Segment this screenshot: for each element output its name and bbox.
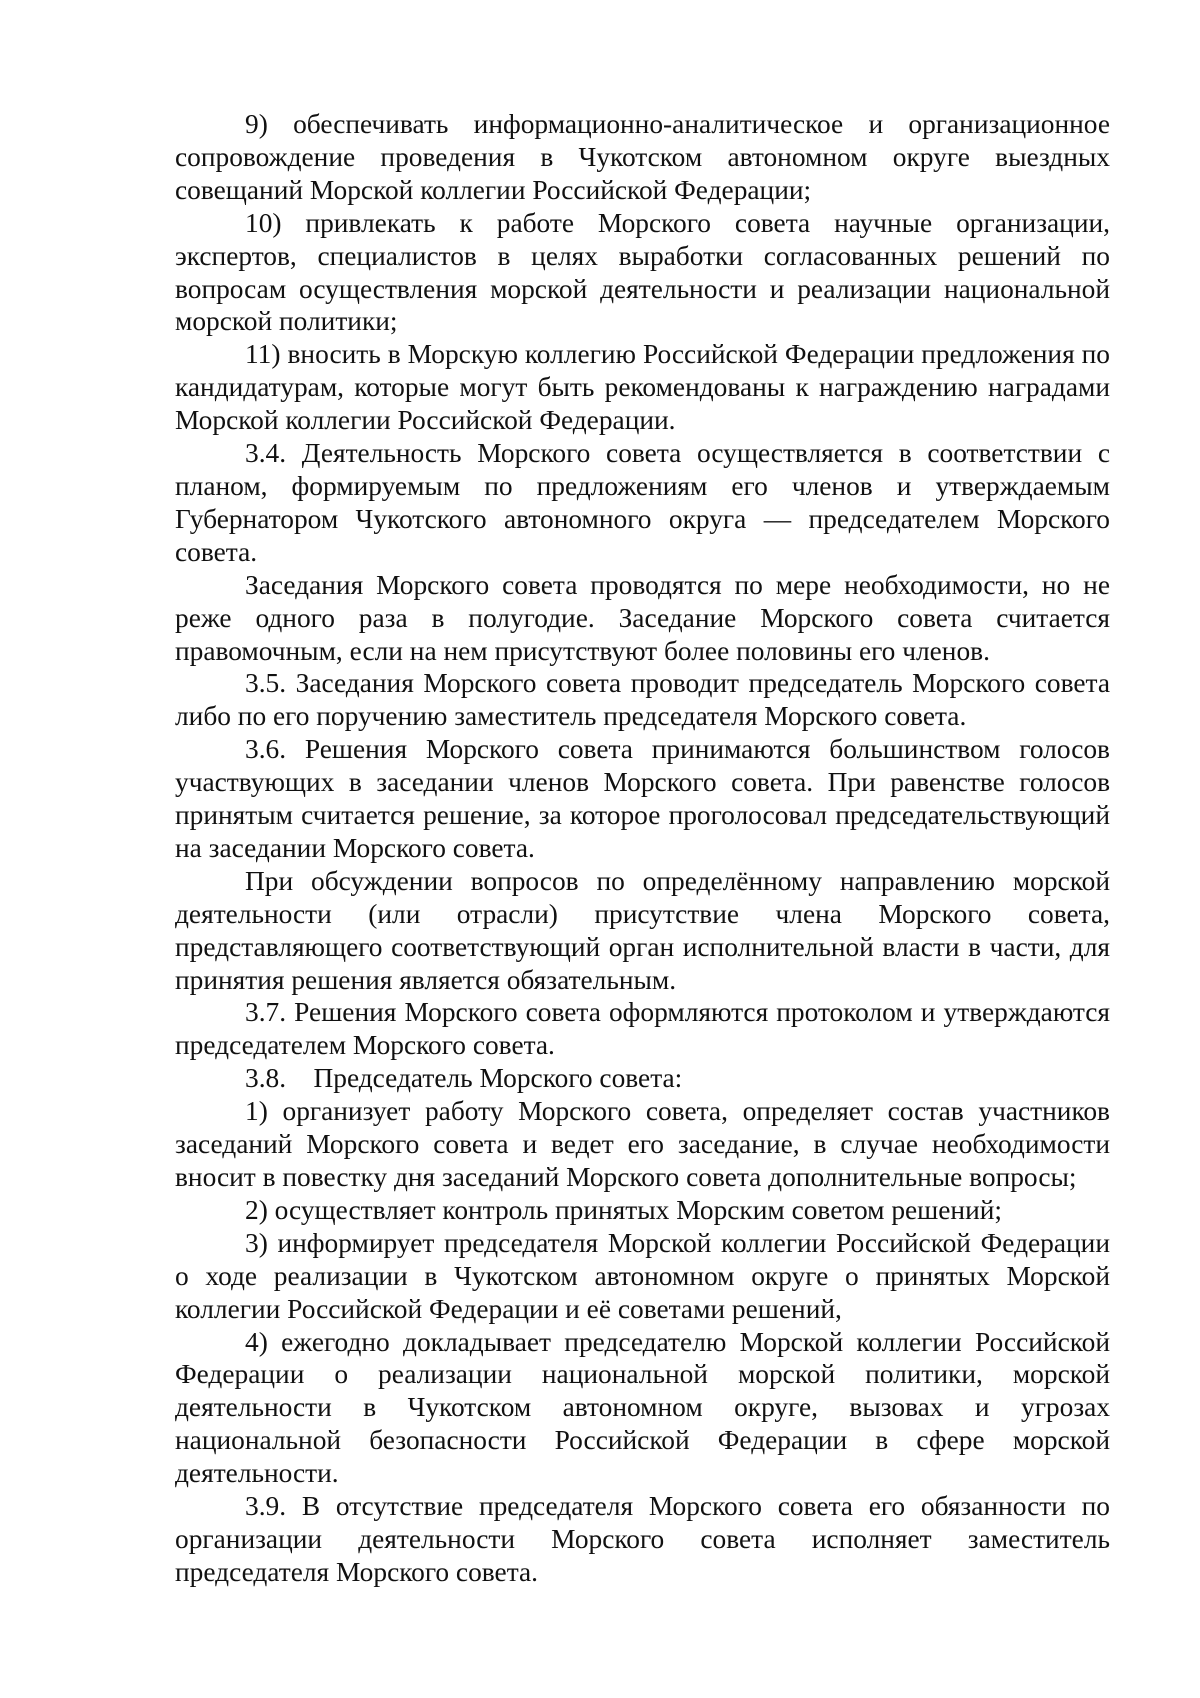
paragraph-item-11: 11) вносить в Морскую коллегию Российской Федерации предложения по кандидатурам, которые могут быть рекомендованы к награждению наградами Морской коллегии Российской Федерации. [175,339,1110,436]
paragraph-chair-duty-2: 2) осуществляет контроль принятых Морским советом решений; [245,1194,1002,1225]
paragraph-meetings-frequency: Заседания Морского совета проводятся по мере необходимости, но не реже одного раза в полугодие. Заседание Морского совета считается правомочным, если на нем присутствуют более половины его членов. [175,569,1110,666]
paragraph-chair-duty-3: 3) информирует председателя Морской коллегии Российской Федерации о ходе реализации в Чукотском автономном округе о принятых Морской коллегии Российской Федерации и её советами решений, [175,1227,1110,1324]
paragraph-section-3-7: 3.7. Решения Морского совета оформляются протоколом и утверждаются председателем Морского совета. [175,997,1110,1061]
paragraph-section-3-9: 3.9. В отсутствие председателя Морского совета его обязанности по организации деятельности Морского совета исполняет заместитель председателя Морского совета. [175,1491,1110,1587]
paragraph-section-3-4: 3.4. Деятельность Морского совета осуществляется в соответствии с планом, формируемым по предложениям его членов и утверждаемым Губернатором Чукотского автономного округа — председателем Морского совета. [175,438,1110,567]
paragraph-section-3-8: 3.8. Председатель Морского совета: [245,1063,683,1094]
paragraph-item-10: 10) привлекать к работе Морского совета научные организации, экспертов, специалистов в целях выработки согласованных решений по вопросам осуществления морской деятельности и реализации национальной морской политики; [175,207,1110,337]
paragraph-item-9: 9) обеспечивать информационно-аналитическое и организационное сопровождение проведения в Чукотском автономном округе выездных совещаний Морской коллегии Российской Федерации; [175,109,1110,205]
paragraph-chair-duty-1: 1) организует работу Морского совета, определяет состав участников заседаний Морского совета и ведет его заседание, в случае необходимости вносит в повестку дня заседаний Морского совета дополнительные вопросы; [175,1096,1110,1192]
paragraph-section-3-5: 3.5. Заседания Морского совета проводит председатель Морского совета либо по его поручению заместитель председателя Морского совета. [175,668,1110,732]
paragraph-member-presence: При обсуждении вопросов по определённому направлению морской деятельности (или отрасли) присутствие члена Морского совета, представляющего соответствующий орган исполнительной власти в части, для принятия решения является обязательным. [175,865,1110,995]
paragraph-chair-duty-4: 4) ежегодно докладывает председателю Морской коллегии Российской Федерации о реализации национальной морской политики, морской деятельности в Чукотском автономном округе, вызовах и угрозах национальной безопасности Российской Федерации в сфере морской деятельности. [175,1326,1110,1489]
paragraph-section-3-6: 3.6. Решения Морского совета принимаются большинством голосов участвующих в заседании членов Морского совета. При равенстве голосов принятым считается решение, за которое проголосовал председательствующий на заседании Морского совета. [175,734,1110,863]
